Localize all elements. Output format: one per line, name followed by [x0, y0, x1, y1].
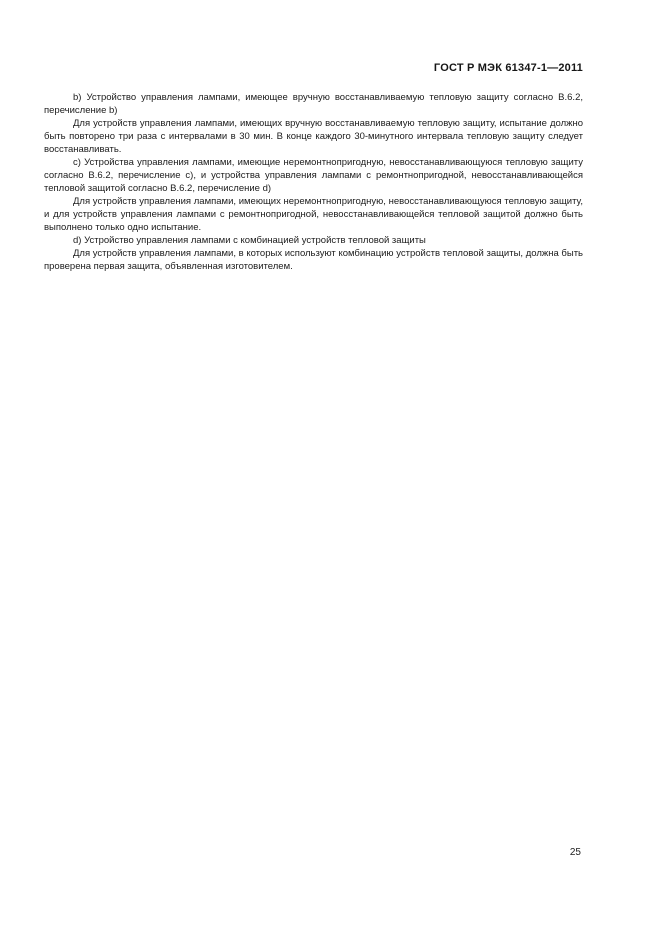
document-header-title: ГОСТ Р МЭК 61347-1—2011 — [433, 62, 583, 74]
body-text-block — [44, 91, 583, 273]
paragraph-item-d: d) Устройство управления лампами с комбинацией устройств тепловой защиты — [73, 235, 426, 246]
paragraph-item-c: c) Устройства управления лампами, имеющие неремонтнопригодную, невосстанавливающуюся тепловую защиту согласно В.6.2, перечисление c), и устройства управления лампами с ремонтнопригодной, невосстанавливающейся тепловой защитой согласно В.6.2, перечисление d) — [44, 157, 583, 194]
paragraph-item-c-requirements: Для устройств управления лампами, имеющих неремонтнопригодную, невосстанавливающуюся тепловую защиту, и для устройств управления лампами с ремонтнопригодной, невосстанавливающейся тепловой защитой должно быть выполнено только одно испытание. — [44, 196, 583, 233]
paragraph-item-b-requirements: Для устройств управления лампами, имеющих вручную восстанавливаемую тепловую защиту, испытание должно быть повторено три раза с интервалами в 30 мин. В конце каждого 30-минутного интервала тепловую защиту следует восстанавливать. — [44, 118, 583, 155]
paragraph-item-b: b) Устройство управления лампами, имеющее вручную восстанавливаемую тепловую защиту согласно В.6.2, перечисление b) — [44, 92, 583, 116]
paragraph-item-d-requirements: Для устройств управления лампами, в которых используют комбинацию устройств тепловой защиты, должна быть проверена первая защита, объявленная изготовителем. — [44, 248, 583, 272]
page-number: 25 — [569, 847, 581, 858]
